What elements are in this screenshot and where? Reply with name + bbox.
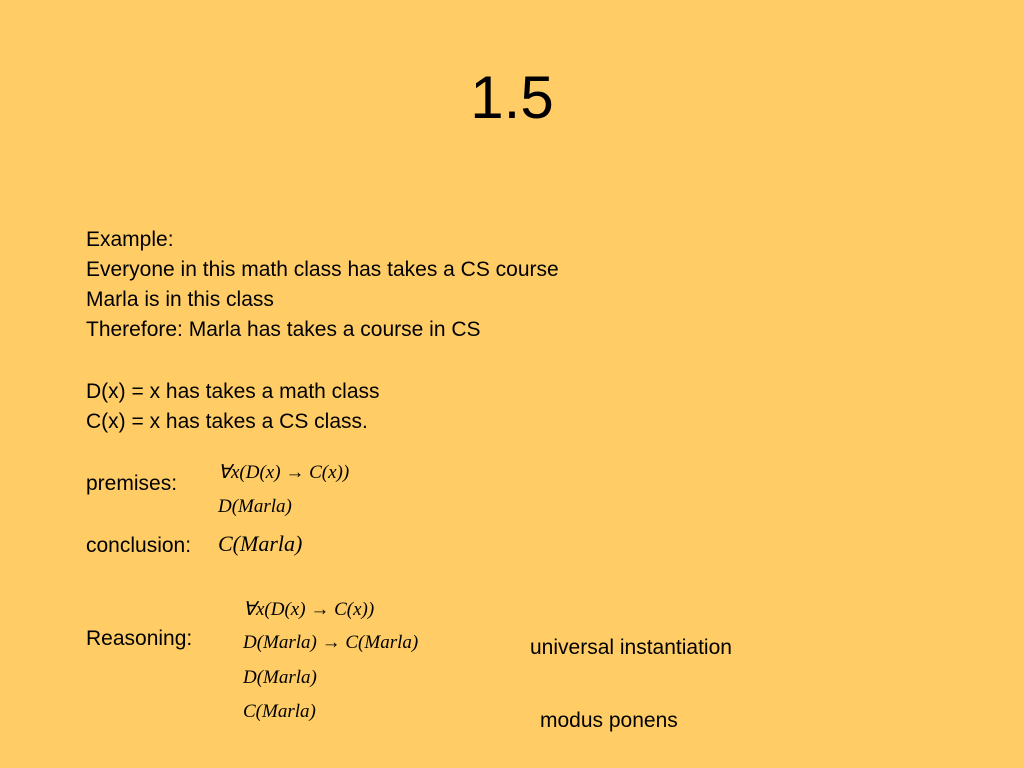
rule-modus-ponens: modus ponens (540, 709, 678, 732)
example-line-1: Everyone in this math class has takes a CS course (86, 258, 559, 281)
premise-formula-2: D(Marla) (218, 496, 292, 517)
example-line-3: Therefore: Marla has takes a course in CS (86, 318, 481, 341)
premises-label: premises: (86, 472, 178, 495)
example-heading: Example: (86, 228, 174, 251)
definition-c: C(x) = x has takes a CS class. (86, 410, 368, 433)
reasoning-step-3: D(Marla) (243, 667, 317, 688)
rule-universal-instantiation: universal instantiation (530, 636, 732, 659)
conclusion-formula: C(Marla) (218, 531, 303, 556)
example-block (86, 225, 559, 345)
definitions-block (86, 377, 380, 437)
slide-title: 1.5 (470, 64, 554, 131)
reasoning-step-1: ∀x(D(x) → C(x)) (243, 599, 375, 620)
conclusion-label: conclusion: (86, 534, 192, 557)
definition-d: D(x) = x has takes a math class (86, 380, 380, 403)
reasoning-label: Reasoning: (86, 627, 193, 650)
reasoning-step-2: D(Marla) → C(Marla) (243, 632, 419, 653)
reasoning-step-4: C(Marla) (243, 701, 316, 722)
premise-formula-1: ∀x(D(x) → C(x)) (218, 462, 350, 483)
example-line-2: Marla is in this class (86, 288, 274, 311)
